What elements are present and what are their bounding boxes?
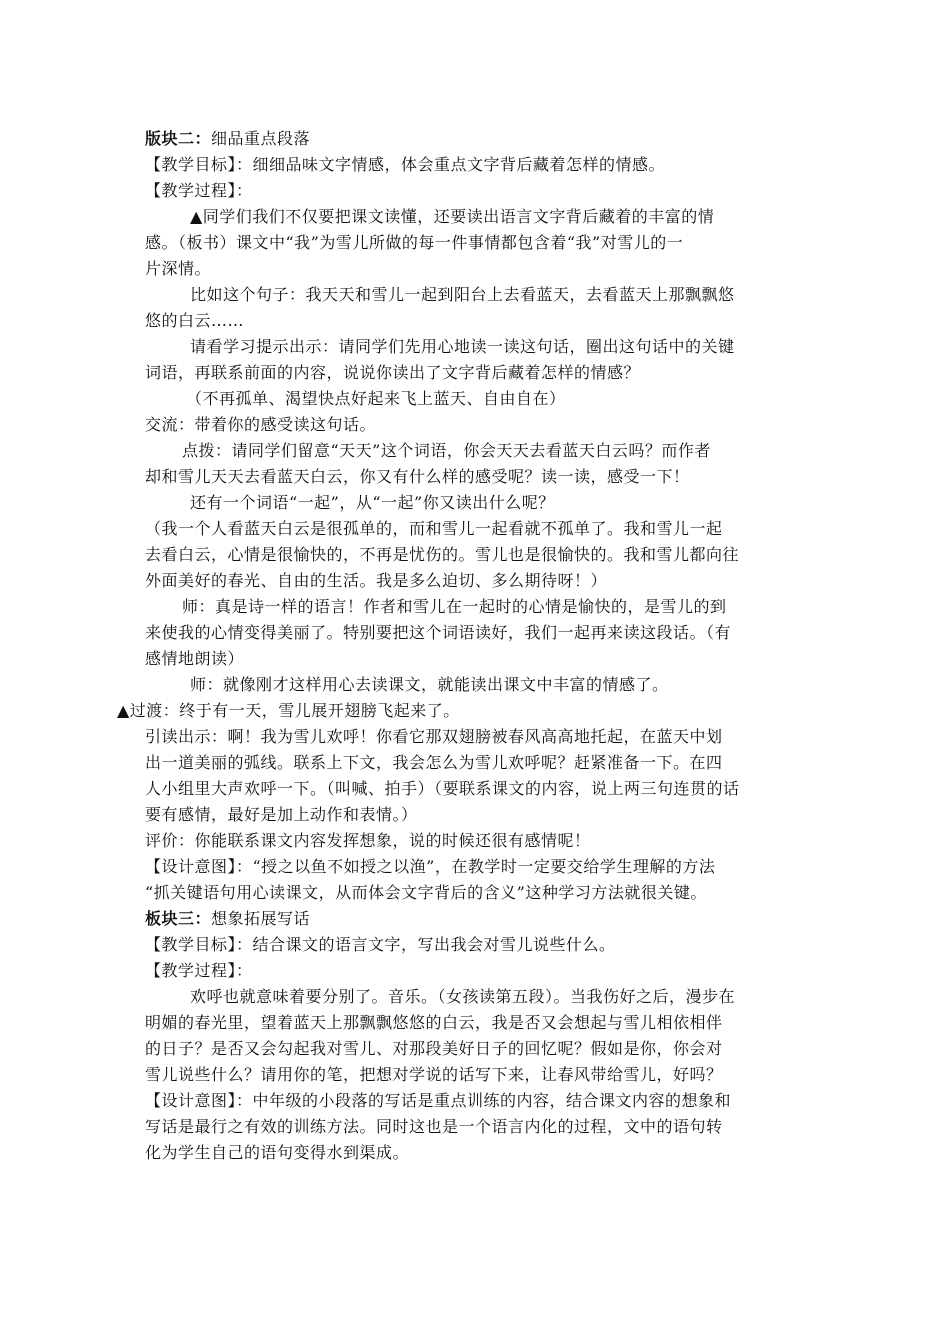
text-line: 感。（板书）课文中“我”为雪儿所做的每一件事情都包含着“我”对雪儿的一 (145, 233, 684, 252)
text-line: 要有感情，最好是加上动作和表情。） (145, 805, 418, 824)
text-line: 雪儿说些什么？请用你的笔，把想对学说的话写下来，让春风带给雪儿，好吗？ (145, 1065, 723, 1084)
section-heading-3 (145, 906, 310, 932)
text-line: （我一个人看蓝天白云是很孤单的，而和雪儿一起看就不孤单了。我和雪儿一起 (145, 519, 723, 538)
text-line: 比如这个句子：我天天和雪儿一起到阳台上去看蓝天，去看蓝天上那飘飘悠 (190, 285, 735, 304)
text-line: 还有一个词语“一起”，从“一起”你又读出什么呢？ (190, 493, 555, 512)
text-line: “抓关键语句用心读课文，从而体会文字背后的含义”这种学习方法就很关键。 (145, 883, 707, 902)
text-line: 交流：带着你的感受读这句话。 (145, 415, 377, 434)
text-line: 明媚的春光里，望着蓝天上那飘飘悠悠的白云，我是否又会想起与雪儿相依相伴 (145, 1013, 723, 1032)
text-line: 请看学习提示出示：请同学们先用心地读一读这句话，圈出这句话中的关键 (190, 337, 735, 356)
text-line: 【教学过程】： (145, 181, 253, 200)
text-line: 【教学目标】：结合课文的语言文字，写出我会对雪儿说些什么。 (145, 935, 616, 954)
text-line: 的日子？是否又会勾起我对雪儿、对那段美好日子的回忆呢？假如是你，你会对 (145, 1039, 723, 1058)
text-line: 引读出示：啊！我为雪儿欢呼！你看它那双翅膀被春风高高地托起，在蓝天中划 (145, 727, 723, 746)
section-heading-label: 板块三： (145, 909, 212, 928)
text-line: 【教学过程】： (145, 961, 253, 980)
text-line: 片深情。 (145, 259, 212, 278)
text-line: 评价：你能联系课文内容发挥想象，说的时候还很有感情呢！ (145, 831, 591, 850)
text-line: 点拨：请同学们留意“天天”这个词语，你会天天去看蓝天白云吗？而作者 (182, 441, 711, 460)
text-line: 欢呼也就意味着要分别了。音乐。（女孩读第五段）。当我伤好之后，漫步在 (190, 987, 736, 1006)
text-line: ▲过渡：终于有一天，雪儿展开翅膀飞起来了。 (117, 701, 460, 720)
text-line: 【教学目标】：细细品味文字情感，体会重点文字背后藏着怎样的情感。 (145, 155, 666, 174)
text-line: 写话是最行之有效的训练方法。同时这也是一个语言内化的过程，文中的语句转 (145, 1117, 723, 1136)
text-line: 人小组里大声欢呼一下。（叫喊、拍手）（要联系课文的内容，说上两三句连贯的话 (145, 779, 740, 798)
text-line: 师：就像刚才这样用心去读课文，就能读出课文中丰富的情感了。 (190, 675, 669, 694)
text-line: 感情地朗读） (145, 649, 245, 668)
text-line: 外面美好的春光、自由的生活。我是多么迫切、多么期待呀！） (145, 571, 608, 590)
text-line: 去看白云，心情是很愉快的，不再是忧伤的。雪儿也是很愉快的。我和雪儿都向往 (145, 545, 740, 564)
text-line: 来使我的心情变得美丽了。特别要把这个词语读好，我们一起再来读这段话。（有 (145, 623, 732, 642)
text-line: 出一道美丽的弧线。联系上下文，我会怎么为雪儿欢呼呢？赶紧准备一下。在四 (145, 753, 723, 772)
text-line: 【设计意图】：中年级的小段落的写话是重点训练的内容，结合课文内容的想象和 (145, 1091, 732, 1110)
text-line: （不再孤单、渴望快点好起来飞上蓝天、自由自在） (186, 389, 566, 408)
text-line: 词语，再联系前面的内容，说说你读出了文字背后藏着怎样的情感？ (145, 363, 641, 382)
section-heading-text: 细品重点段落 (211, 129, 311, 148)
section-heading-label: 版块二： (145, 129, 212, 148)
text-line: ▲同学们我们不仅要把课文读懂，还要读出语言文字背后藏着的丰富的情 (190, 207, 715, 226)
section-heading-text: 想象拓展写话 (211, 909, 311, 928)
text-line: 师：真是诗一样的语言！作者和雪儿在一起时的心情是愉快的，是雪儿的到 (182, 597, 727, 616)
text-line: 却和雪儿天天去看蓝天白云，你又有什么样的感受呢？读一读，感受一下！ (145, 467, 690, 486)
text-line: 悠的白云…… (145, 311, 245, 330)
section-heading-2 (145, 126, 310, 152)
text-line: 化为学生自己的语句变得水到渠成。 (145, 1143, 410, 1162)
text-line: 【设计意图】：“授之以鱼不如授之以渔”，在教学时一定要交给学生理解的方法 (145, 857, 716, 876)
